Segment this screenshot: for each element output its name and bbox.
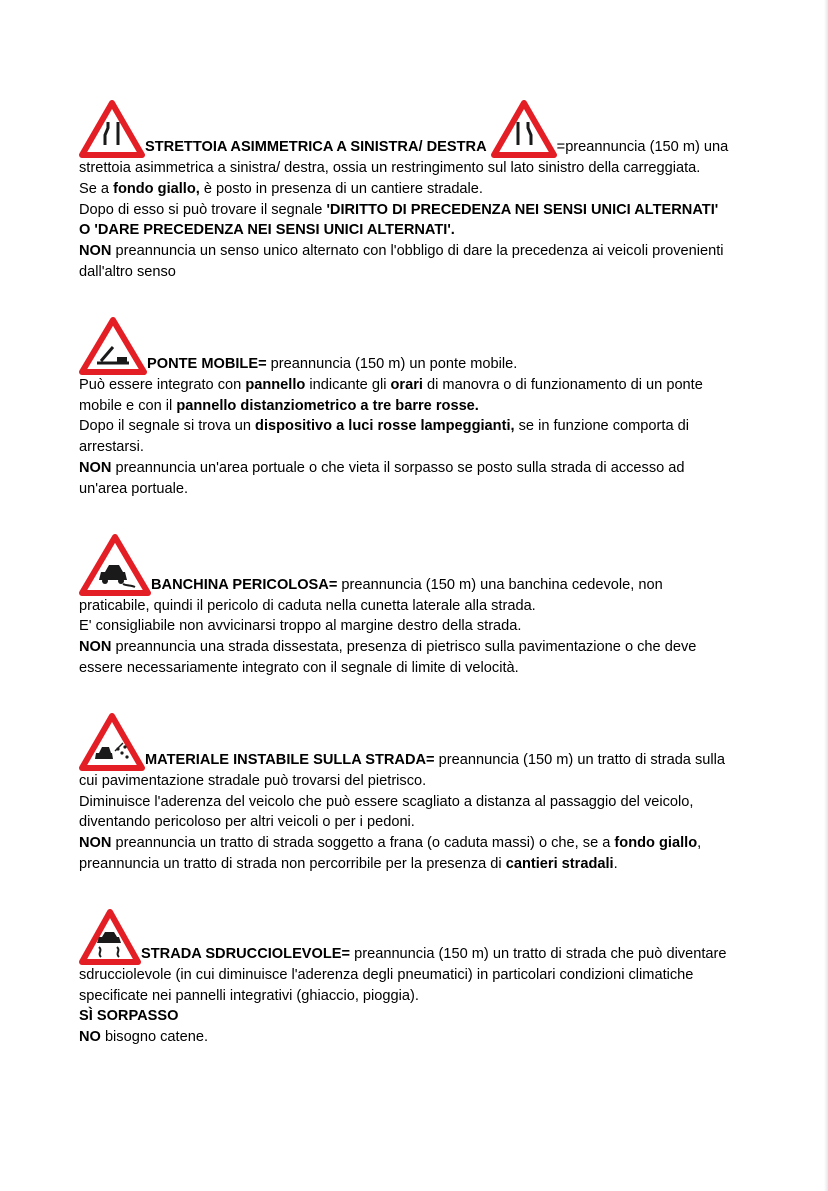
emphasis: pannello — [245, 376, 306, 393]
text: preannuncia un tratto di strada soggetto a frana (o caduta massi) o che, se a — [111, 835, 615, 852]
emphasis: NON — [79, 639, 112, 656]
section-ponte-paragraph-1 — [79, 317, 729, 375]
slippery-road-sign-icon — [79, 909, 141, 965]
spacer — [79, 283, 729, 317]
banchina-title: BANCHINA PERICOLOSA= — [151, 576, 338, 593]
text: preannuncia una strada dissestata, presenza di pietrisco sulla pavimentazione o che deve essere necessariamente integrato con il segnale di limite di velocità. — [79, 639, 697, 676]
text: preannuncia un senso unico alternato con l'obbligo di dare la precedenza ai veicoli provenienti dall'altro senso — [79, 243, 724, 280]
section-sdrucciolevole-paragraph-2 — [79, 1006, 729, 1027]
emphasis: NON — [79, 835, 112, 852]
section-strettoia-paragraph-3 — [79, 200, 729, 242]
emphasis: fondo giallo — [614, 835, 698, 852]
emphasis: pannello distanziometrico a tre barre rosse. — [176, 397, 479, 414]
spacer — [79, 875, 729, 909]
text: preannuncia (150 m) un ponte mobile. — [266, 355, 518, 372]
text: di manovra o di funzionamento di un ponte mobile e con il — [79, 376, 703, 414]
section-ponte-paragraph-4 — [79, 458, 729, 500]
text: è posto in presenza di un cantiere stradale. — [199, 180, 483, 197]
text: se in funzione comporta di arrestarsi. — [79, 418, 689, 456]
section-banchina-paragraph-3 — [79, 637, 729, 679]
document-body — [79, 100, 729, 1048]
section-materiale-paragraph-2: Diminuisce l'aderenza del veicolo che può essere scagliato a distanza al passaggio del veicolo, diventando pericoloso per altri veicoli o per i pedoni. — [79, 793, 694, 831]
section-banchina-paragraph-1 — [79, 534, 729, 617]
sdrucciolevole-title: STRADA SDRUCCIOLEVOLE= — [141, 945, 351, 962]
ponte-title: PONTE MOBILE= — [147, 355, 267, 372]
strettoia-title: STRETTOIA ASIMMETRICA A SINISTRA/ DESTRA — [145, 139, 487, 156]
emphasis: cantieri stradali — [505, 855, 614, 872]
emphasis: 'DIRITTO DI PRECEDENZA NEI SENSI UNICI ALTERNATI' O 'DARE PRECEDENZA NEI SENSI UNICI ALTERNATI'. — [79, 201, 719, 239]
spacer — [79, 679, 729, 713]
section-materiale-paragraph-1 — [79, 713, 729, 792]
spacer — [79, 500, 729, 534]
materiale-title: MATERIALE INSTABILE SULLA STRADA= — [145, 751, 435, 768]
section-sdrucciolevole-paragraph-3 — [79, 1027, 729, 1048]
emphasis: orari — [390, 376, 423, 393]
text: bisogno catene. — [100, 1029, 208, 1046]
strettoia-description: =preannuncia (150 m) una strettoia asimmetrica a sinistra/ destra, ossia un restringimento sul lato sinistro della carreggiata. — [79, 139, 729, 176]
section-ponte-paragraph-2 — [79, 375, 729, 417]
section-ponte — [79, 317, 729, 500]
section-banchina-paragraph-2: E' consigliabile non avvicinarsi troppo al margine destro della strada. — [79, 618, 522, 635]
section-materiale — [79, 713, 729, 875]
text: preannuncia (150 m) un tratto di strada che può diventare sdrucciolevole (in cui diminuisce l'aderenza degli pneumatici) in particolari condizioni climatiche specificate nei pannelli integrativi (ghiaccio, pioggia). — [79, 945, 727, 1004]
section-ponte-paragraph-3 — [79, 416, 729, 458]
text: , preannuncia un tratto di strada non percorribile per la presenza di — [79, 835, 702, 872]
page-edge — [824, 0, 828, 1191]
text: . — [613, 855, 618, 872]
road-narrows-right-sign-icon — [491, 100, 557, 158]
emphasis: SÌ SORPASSO — [79, 1008, 179, 1025]
emphasis: NO — [79, 1029, 101, 1046]
text: Dopo di esso si può trovare il segnale — [79, 201, 327, 218]
section-strettoia-paragraph-1 — [79, 100, 729, 179]
text: preannuncia (150 m) un tratto di strada sulla cui pavimentazione stradale può trovarsi del pietrisco. — [79, 751, 725, 789]
swing-bridge-sign-icon — [79, 317, 147, 375]
text: preannuncia (150 m) una banchina cedevole, non praticabile, quindi il pericolo di caduta nella cunetta laterale alla strada. — [79, 576, 663, 614]
section-banchina — [79, 534, 729, 679]
text: indicante gli — [305, 376, 391, 393]
loose-chippings-sign-icon — [79, 713, 145, 771]
text: Se a — [79, 180, 114, 197]
soft-verge-sign-icon — [79, 534, 151, 596]
section-strettoia-paragraph-4 — [79, 241, 729, 283]
section-materiale-paragraph-3 — [79, 833, 729, 875]
emphasis: fondo giallo, — [113, 180, 200, 197]
emphasis: NON — [79, 459, 112, 476]
emphasis: NON — [79, 243, 112, 260]
section-strettoia — [79, 100, 729, 283]
section-sdrucciolevole-paragraph-1 — [79, 909, 729, 1007]
road-narrows-left-sign-icon — [79, 100, 145, 158]
section-strettoia-paragraph-2 — [79, 179, 729, 200]
text: Dopo il segnale si trova un — [79, 418, 256, 435]
text: preannuncia un'area portuale o che vieta il sorpasso se posto sulla strada di accesso ad un'area portuale. — [79, 459, 685, 497]
text: Può essere integrato con — [79, 376, 246, 393]
section-sdrucciolevole — [79, 909, 729, 1048]
emphasis: dispositivo a luci rosse lampeggianti, — [255, 418, 515, 435]
